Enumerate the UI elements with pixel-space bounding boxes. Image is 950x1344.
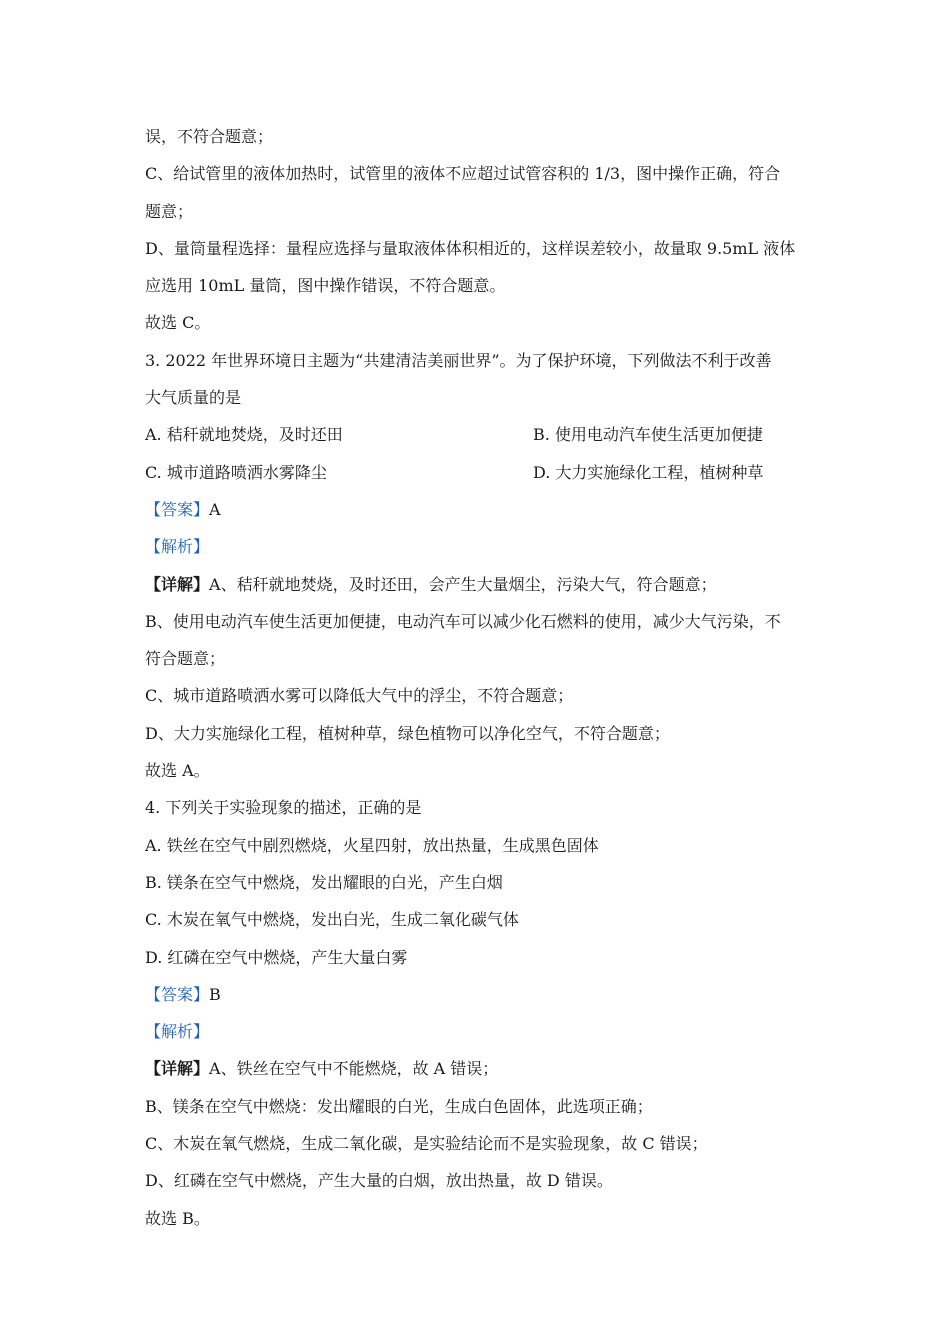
q4-answer-tag: 【答案】 — [145, 984, 210, 1004]
q3-options-row-1 — [145, 416, 813, 453]
q3-detail-b-line-2: 符合题意； — [145, 649, 226, 669]
q4-conclusion: 故选 B。 — [145, 1208, 210, 1228]
q3-option-d: D. 大力实施绿化工程，植树种草 — [533, 462, 764, 482]
q4-answer — [145, 976, 813, 1013]
q4-answer-value: B — [209, 984, 221, 1004]
prev-option-c-line-1: C、给试管里的液体加热时，试管里的液体不应超过试管容积的 1/3，图中操作正确，符合 — [145, 164, 781, 184]
q3-detail-a — [145, 566, 813, 603]
q4-detail-a — [145, 1050, 813, 1087]
q3-detail-a-text: A、秸秆就地焚烧，及时还田，会产生大量烟尘，污染大气，符合题意； — [209, 574, 717, 594]
prev-line-1: 误，不符合题意； — [145, 127, 274, 146]
prev-option-d-line-1: D、量筒量程选择：量程应选择与量取液体体积相近的，这样误差较小，故量取 9.5mL 液体 — [145, 238, 796, 258]
q3-stem-line-2: 大气质量的是 — [145, 388, 242, 408]
q3-analysis-tag: 【解析】 — [145, 537, 210, 557]
q4-option-c: C. 木炭在氧气中燃烧，发出白光，生成二氧化碳气体 — [145, 910, 519, 930]
q4-detail-tag: 【详解】 — [145, 1059, 210, 1079]
q3-answer-tag: 【答案】 — [145, 499, 210, 519]
q3-answer — [145, 491, 813, 528]
q3-detail-c: C、城市道路喷洒水雾可以降低大气中的浮尘，不符合题意； — [145, 686, 574, 706]
q4-detail-c: C、木炭在氧气燃烧，生成二氧化碳，是实验结论而不是实验现象，故 C 错误； — [145, 1134, 708, 1154]
q3-stem-line-1: 3. 2022 年世界环境日主题为“共建清洁美丽世界”。为了保护环境，下列做法不利于改善 — [145, 350, 772, 370]
q3-detail-d: D、大力实施绿化工程，植树种草，绿色植物可以净化空气，不符合题意； — [145, 723, 670, 743]
q3-option-c: C. 城市道路喷洒水雾降尘 — [145, 462, 327, 482]
prev-option-c-line-2: 题意； — [145, 201, 194, 221]
prev-conclusion: 故选 C。 — [145, 313, 211, 333]
q4-option-a: A. 铁丝在空气中剧烈燃烧，火星四射，放出热量，生成黑色固体 — [145, 835, 599, 855]
q3-option-a: A. 秸秆就地焚烧，及时还田 — [145, 425, 343, 445]
q3-answer-value: A — [209, 499, 221, 519]
q4-option-d: D. 红磷在空气中燃烧，产生大量白雾 — [145, 947, 408, 967]
q4-analysis-tag: 【解析】 — [145, 1022, 210, 1042]
q3-analysis — [145, 528, 813, 565]
document-page — [145, 118, 813, 1237]
q3-conclusion: 故选 A。 — [145, 761, 210, 781]
prev-option-d-line-2: 应选用 10mL 量筒，图中操作错误，不符合题意。 — [145, 276, 506, 296]
q3-detail-tag: 【详解】 — [145, 574, 210, 594]
q3-options-row-2 — [145, 454, 813, 491]
q4-detail-a-text: A、铁丝在空气中不能燃烧，故 A 错误； — [209, 1059, 499, 1079]
q4-detail-b: B、镁条在空气中燃烧：发出耀眼的白光，生成白色固体，此选项正确； — [145, 1096, 653, 1116]
q4-analysis — [145, 1013, 813, 1050]
q3-detail-b-line-1: B、使用电动汽车使生活更加便捷，电动汽车可以减少化石燃料的使用，减少大气污染，不 — [145, 611, 781, 631]
q4-detail-d: D、红磷在空气中燃烧，产生大量的白烟，放出热量，故 D 错误。 — [145, 1171, 613, 1191]
q4-option-b: B. 镁条在空气中燃烧，发出耀眼的白光，产生白烟 — [145, 872, 503, 892]
q4-stem: 4. 下列关于实验现象的描述，正确的是 — [145, 798, 422, 818]
q3-option-b: B. 使用电动汽车使生活更加便捷 — [533, 425, 763, 445]
